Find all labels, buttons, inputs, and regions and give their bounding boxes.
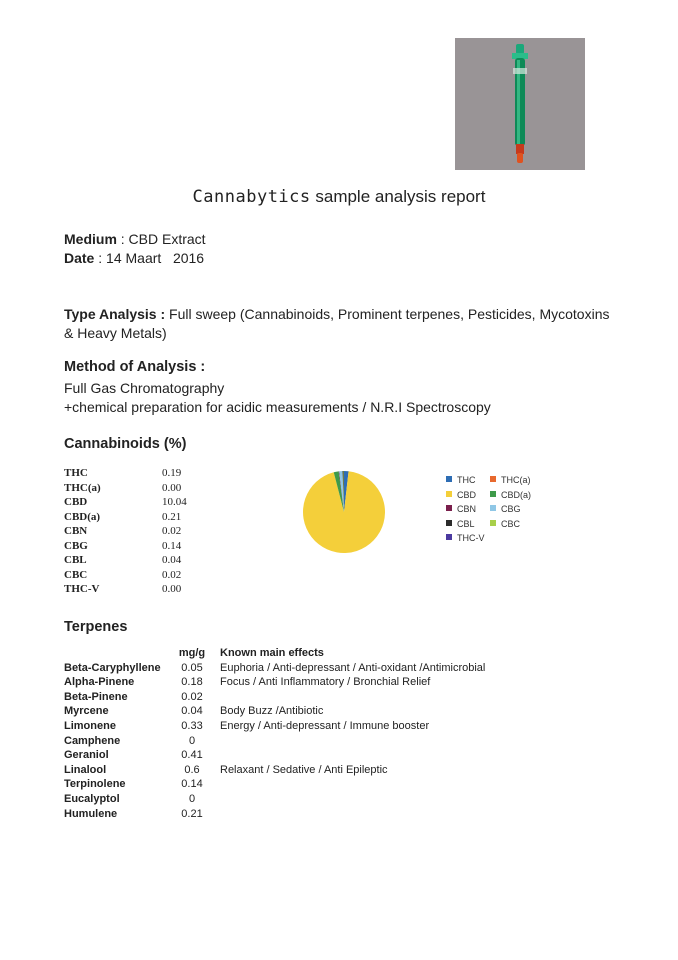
terpene-value: 0	[188, 792, 196, 805]
type-analysis-label: Type Analysis :	[64, 306, 166, 322]
terpene-effects: Euphoria / Anti-depressant / Anti-oxidant /Antimicrobial	[220, 661, 486, 674]
cannabinoid-name: THC-V	[64, 583, 100, 595]
legend-swatch	[490, 476, 496, 482]
table-row	[64, 719, 624, 734]
legend-label: THC	[457, 475, 476, 485]
cannabinoid-name: CBL	[64, 554, 87, 566]
type-analysis-value: Full sweep (Cannabinoids, Prominent terpenes, Pesticides, Mycotoxins	[165, 306, 610, 322]
table-row	[64, 748, 624, 763]
medium-value: : CBD Extract	[116, 231, 206, 247]
terpene-name: Myrcene	[64, 705, 109, 718]
table-row	[64, 539, 204, 554]
terpene-effects: Body Buzz /Antibiotic	[220, 705, 324, 718]
legend-label: CBL	[457, 518, 475, 529]
terpene-value: 0.02	[181, 690, 203, 703]
table-row	[64, 690, 624, 705]
method-heading: Method of Analysis :	[64, 359, 206, 375]
terpene-name: Camphene	[64, 734, 121, 747]
table-row	[64, 777, 624, 792]
cannabinoid-value: 0.04	[162, 554, 182, 566]
date-label: Date	[64, 250, 95, 266]
legend-item	[446, 474, 476, 486]
cannabinoid-name: CBD(a)	[64, 510, 101, 523]
terpene-effects: Energy / Anti-depressant / Immune booster	[220, 719, 430, 732]
table-row	[64, 661, 624, 676]
column-header-unit: mg/g	[178, 647, 206, 659]
terpene-name: Beta-Pinene	[64, 690, 128, 703]
legend-item	[446, 532, 485, 544]
table-row	[64, 704, 624, 719]
terpene-value: 0.04	[181, 705, 203, 718]
table-row	[64, 466, 204, 481]
cannabinoid-name: THC	[64, 467, 88, 479]
type-analysis-value-line2: & Heavy Metals)	[64, 325, 167, 341]
brand-name: Cannabytics	[192, 187, 311, 207]
table-row	[64, 807, 624, 822]
table-row	[64, 582, 204, 597]
cannabinoid-value: 0.02	[162, 525, 182, 537]
terpene-value: 0.14	[181, 778, 203, 791]
legend-label: CBG	[501, 504, 521, 514]
table-row	[64, 481, 204, 496]
table-row	[64, 568, 204, 583]
terpene-name: Eucalyptol	[64, 792, 120, 805]
terpene-name: Geraniol	[64, 749, 109, 762]
table-row	[64, 553, 204, 568]
cannabinoid-name: CBC	[64, 568, 88, 581]
cannabinoid-value: 0.14	[162, 539, 182, 552]
terpene-effects: Focus / Anti Inflammatory / Bronchial Relief	[220, 676, 431, 689]
cannabinoids-table	[64, 466, 204, 597]
terpene-value: 0.18	[181, 676, 203, 689]
legend-label: THC(a)	[501, 475, 531, 485]
legend-item	[490, 503, 521, 515]
legend-label: CBD	[457, 489, 477, 500]
medium-line	[64, 230, 206, 249]
legend-swatch	[490, 491, 496, 497]
legend-swatch	[446, 534, 452, 540]
method-line-2: +chemical preparation for acidic measurements / N.R.I Spectroscopy	[64, 399, 491, 415]
terpenes-table	[64, 646, 624, 821]
cannabinoid-value: 0.21	[162, 510, 182, 523]
legend-item	[490, 518, 520, 530]
legend-label: CBD(a)	[501, 489, 532, 500]
terpene-value: 0.21	[181, 807, 203, 820]
legend-label: THC-V	[457, 533, 485, 543]
terpene-value: 0.6	[184, 763, 200, 776]
legend-item	[446, 489, 476, 501]
cannabinoid-name: THC(a)	[64, 481, 101, 494]
report-title	[0, 187, 678, 207]
cannabinoids-heading: Cannabinoids (%)	[64, 436, 187, 452]
terpene-value: 0	[188, 734, 196, 747]
date-value: : 14 Maart 2016	[94, 250, 205, 266]
cannabinoid-value: 10.04	[162, 496, 187, 508]
terpene-value: 0.33	[181, 719, 203, 732]
table-row	[64, 675, 624, 690]
cannabinoid-value: 0.00	[162, 481, 182, 494]
legend-swatch	[446, 520, 452, 526]
type-analysis	[64, 305, 624, 343]
cannabinoid-name: CBN	[64, 525, 88, 537]
table-row	[64, 734, 624, 749]
table-row	[64, 524, 204, 539]
legend-swatch	[446, 491, 452, 497]
cannabinoid-value: 0.00	[162, 583, 182, 595]
legend-swatch	[490, 505, 496, 511]
method-line-1: Full Gas Chromatography	[64, 380, 225, 396]
legend-item	[446, 518, 475, 530]
table-row	[64, 763, 624, 778]
terpene-name: Beta-Caryphyllene	[64, 661, 161, 674]
legend-swatch	[446, 476, 452, 482]
table-row	[64, 495, 204, 510]
terpene-effects: Relaxant / Sedative / Anti Epileptic	[220, 763, 388, 776]
legend-item	[490, 489, 531, 501]
terpene-name: Limonene	[64, 719, 116, 732]
legend-item	[490, 474, 531, 486]
cannabinoid-pie-chart	[302, 470, 386, 554]
table-row	[64, 510, 204, 525]
cannabinoid-value: 0.19	[162, 467, 182, 479]
cannabinoid-name: CBG	[64, 539, 88, 552]
legend-label: CBN	[457, 504, 477, 514]
medium-label: Medium	[64, 231, 117, 247]
terpene-name: Linalool	[64, 763, 107, 776]
terpene-value: 0.41	[181, 749, 203, 762]
table-row	[64, 792, 624, 807]
column-header-effects: Known main effects	[220, 647, 324, 659]
legend-swatch	[446, 505, 452, 511]
terpenes-heading: Terpenes	[64, 619, 128, 635]
terpene-name: Humulene	[64, 807, 118, 820]
legend-label: CBC	[501, 518, 521, 529]
legend-swatch	[490, 520, 496, 526]
terpene-name: Alpha-Pinene	[64, 676, 135, 689]
cannabinoid-name: CBD	[64, 496, 88, 508]
terpene-name: Terpinolene	[64, 778, 126, 791]
product-photo	[455, 38, 585, 170]
date-line	[64, 249, 204, 268]
terpene-value: 0.05	[181, 661, 203, 674]
cannabinoid-value: 0.02	[162, 568, 182, 581]
table-header-row	[64, 646, 624, 661]
legend-item	[446, 503, 476, 515]
title-text: sample analysis report	[310, 187, 486, 206]
